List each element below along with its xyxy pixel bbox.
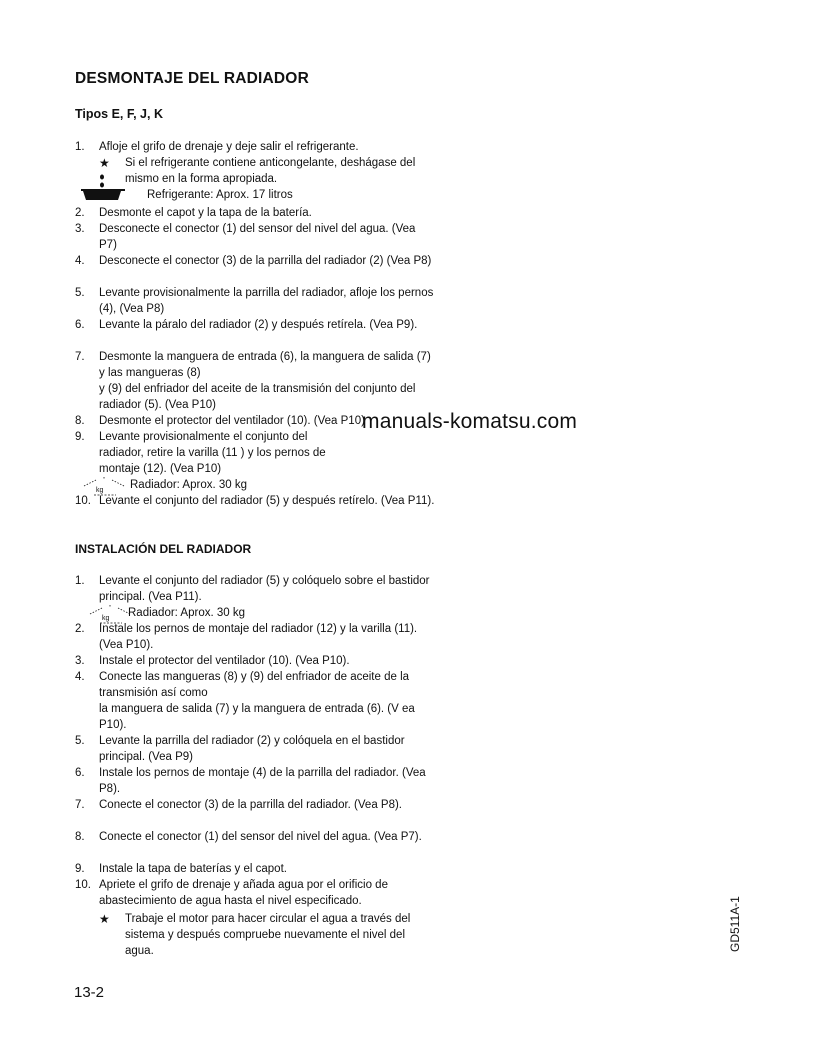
install-step-7: 7. Conecte el conector (3) de la parrilla del radiador. (Vea P8). [75, 799, 402, 811]
install-step-4-cont: la manguera de salida (7) y la manguera de entrada (6). (V ea P10). [99, 703, 415, 731]
install-step-10: 10. Apriete el grifo de drenaje y añada agua por el orificio de abastecimiento de agua hasta el nivel especificado. [75, 879, 388, 907]
install-section-title: INSTALACIÓN DEL RADIADOR [75, 542, 252, 556]
removal-step-2: 2. Desmonte el capot y la tapa de la batería. [75, 207, 312, 219]
watermark-link[interactable]: manuals-komatsu.com [362, 410, 578, 433]
install-step-6: 6. Instale los pernos de montaje (4) de la parrilla del radiador. (Vea P8). [75, 767, 426, 795]
removal-step-8: 8. Desmonte el protector del ventilador (10). (Vea P10) [75, 415, 365, 427]
removal-step-10: 10. Levante el conjunto del radiador (5) y después retírelo. (Vea P11). [75, 495, 435, 507]
removal-step-6: 6. Levante la páralo del radiador (2) y después retírela. (Vea P9). [75, 319, 418, 331]
install-step-1: 1. Levante el conjunto del radiador (5) y colóquelo sobre el bastidor principal. (Vea P11). [75, 575, 430, 603]
removal-step-3: 3. Desconecte el conector (1) del sensor del nivel del agua. (Vea P7) [75, 223, 416, 251]
document-code: GD511A-1 [728, 896, 742, 952]
removal-step-1: 1. Afloje el grifo de drenaje y deje salir el refrigerante. [75, 141, 359, 153]
install-step-9: 9. Instale la tapa de baterías y el capot. [75, 863, 287, 875]
coolant-tank-icon [80, 173, 126, 205]
install-step-8: 8. Conecte el conector (1) del sensor del nivel del agua. (Vea P7). [75, 831, 422, 843]
removal-step-7-cont: y (9) del enfriador del aceite de la transmisión del conjunto del radiador (5). (Vea P10) [99, 383, 416, 411]
removal-step-9-cont: montaje (12). (Vea P10) [99, 463, 222, 475]
svg-text:kg: kg [96, 487, 104, 494]
page-number: 13-2 [74, 984, 105, 1001]
section-subtitle: Tipos E, F, J, K [75, 107, 163, 121]
removal-step-7: 7. Desmonte la manguera de entrada (6), la manguera de salida (7) y las mangueras (8) [75, 351, 431, 379]
install-step-3: 3. Instale el protector del ventilador (10). (Vea P10). [75, 655, 350, 667]
radiator-weight-install: Radiador: Aprox. 30 kg [128, 607, 245, 619]
svg-text:kg: kg [102, 615, 110, 622]
removal-note: ★ Si el refrigerante contiene anticongelante, deshágase del mismo en la forma apropiada. [99, 156, 416, 185]
removal-step-4: 4. Desconecte el conector (3) de la parrilla del radiador (2) (Vea P8) [75, 255, 432, 267]
removal-step-9: 9. Levante provisionalmente el conjunto del radiador, retire la varilla (11 ) y los pernos de [75, 431, 326, 459]
radiator-weight-removal: Radiador: Aprox. 30 kg [130, 479, 247, 491]
removal-step-5: 5. Levante provisionalmente la parrilla del radiador, afloje los pernos (4), (Vea P8) [75, 287, 434, 315]
install-step-4: 4. Conecte las mangueras (8) y (9) del enfriador de aceite de la transmisión así como [75, 671, 410, 699]
coolant-spec: Refrigerante: Aprox. 17 litros [147, 189, 293, 201]
star-icon: ★ [99, 912, 110, 926]
star-icon: ★ [99, 156, 110, 170]
install-step-5: 5. Levante la parrilla del radiador (2) y colóquela en el bastidor principal. (Vea P9) [75, 735, 405, 763]
page-title: DESMONTAJE DEL RADIADOR [75, 70, 309, 87]
install-note: ★ Trabaje el motor para hacer circular el agua a través del sistema y después compruebe nuevamente el nivel del agua. [99, 912, 411, 957]
install-step-2: 2. Instale los pernos de montaje del radiador (12) y la varilla (11). (Vea P10). [75, 623, 418, 651]
